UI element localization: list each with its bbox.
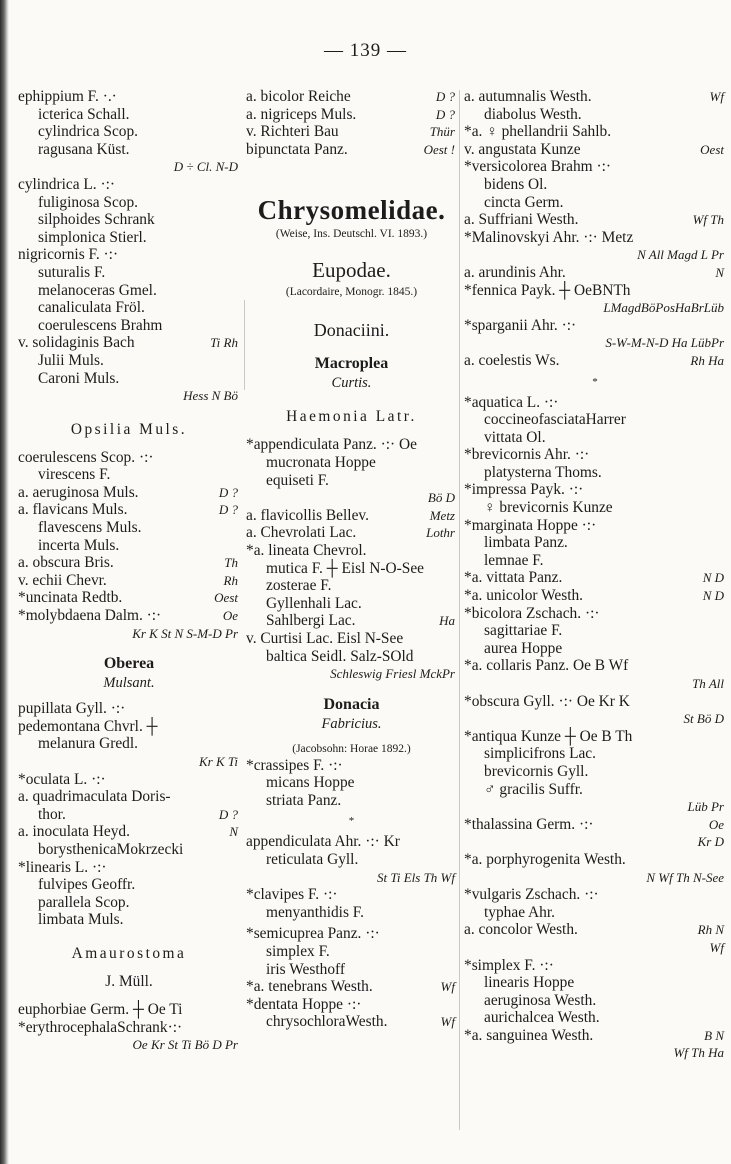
region-note: Rh Ha [690,352,724,368]
entry-line [464,123,726,141]
entry-text: *brevicornis Ahr. ·:· [464,446,590,464]
entry-text: limbata Panz. [484,534,568,552]
entry-line [18,501,240,519]
entry-line [18,607,240,625]
entry-line [464,446,726,464]
entry-text: *molybdaena Dalm. ·:· [18,607,162,625]
entry-line [464,904,726,922]
region-note-line: LMagdBöPosHaBrLüb [603,300,724,316]
entry-text: nigricornis F. ·:· [18,246,119,264]
entry-text: cincta Germ. [484,193,564,211]
entry-text: *appendiculata Panz. ·:· Oe [246,436,417,454]
entry-line [464,745,726,763]
entry-line [464,816,726,834]
region-note-line: S-W-M-N-D Ha LübPr [605,335,724,351]
entry-text: v. echii Chevr. [18,571,107,589]
region-note: Wf [440,1014,455,1030]
entry-line [464,282,726,300]
entry-line [18,484,240,502]
entry-line [246,630,457,648]
genus-heading: Macroplea [314,355,389,373]
entry-text: silphoides Schrank [38,211,155,229]
entry-line [464,569,726,587]
entry-line [18,718,240,736]
entry-text: *semicuprea Panz. ·:· [246,925,380,943]
entry-text: *obscura Gyll. ·:· Oe Kr K [464,692,630,710]
entry-line [464,921,726,939]
entry-line [18,141,240,159]
author-name: Curtis. [331,375,372,392]
entry-line [464,158,726,176]
entry-text: *simplex F. ·:· [464,956,554,974]
region-note: D ? [435,89,455,104]
column-1 [18,88,240,1054]
entry-text: a. flavicans Muls. [18,501,128,519]
entry-text: parallela Scop. [38,893,130,911]
entry-text: diabolus Westh. [484,105,582,123]
reference-note: (Weise, Ins. Deutschl. VI. 1893.) [275,228,428,241]
entry-text: *bicolora Zschach. ·:· [464,604,600,622]
entry-text: Julii Muls. [38,351,104,369]
entry-line [246,560,457,578]
entry-line [18,841,240,859]
entry-text: *a. vittata Panz. [464,569,563,587]
entry-line [18,194,240,212]
tribe-heading: Donaciini. [313,320,390,341]
entry-line [464,176,726,194]
entry-line [464,534,726,552]
region-note: Wf Th [692,212,724,228]
entry-line [18,894,240,912]
entry-text: Sahlbergi Lac. [266,612,356,630]
region-note-line: Wf Th Ha [673,1045,724,1061]
entry-text: incerta Muls. [38,536,120,554]
entry-text: aeruginosa Westh. [484,991,597,1009]
entry-text: linearis Hoppe [484,974,575,992]
region-note-line: Kr K Ti [198,754,238,769]
region-note: N [715,264,724,280]
entry-line [246,1013,457,1031]
entry-line [246,542,457,560]
entry-text: fulvipes Geoffr. [38,876,136,894]
entry-line [246,851,457,869]
entry-line [18,700,240,718]
region-note-line: Oe Kr St Ti Bö D Pr [132,1037,238,1053]
region-note-line: Hess N Bö [183,388,238,404]
entry-line [18,735,240,753]
reference-note: (Jacobsohn: Horae 1892.) [292,742,411,755]
entry-text: striata Panz. [266,791,342,809]
region-note: Oest [700,141,724,157]
region-note: Lothr [426,525,455,541]
entry-text: *sparganii Ahr. ·:· [464,316,577,334]
entry-text: *aquatica L. ·:· [464,393,559,411]
entry-text: *versicolorea Brahm ·:· [464,158,612,176]
entry-line [464,587,726,605]
entry-text: borysthenicaMokrzecki [38,840,184,858]
entry-text: chrysochloraWesth. [266,1013,388,1031]
entry-line [246,106,457,124]
entry-text: *thalassina Germ. ·:· [464,815,594,833]
entry-line [464,517,726,535]
entry-line [18,519,240,537]
entry-text: coerulescens Scop. ·:· [18,448,154,466]
entry-line [246,141,457,159]
entry-text: v. Curtisi Lac. Eisl N-See [246,629,404,647]
entry-line [18,299,240,317]
entry-text: a. aeruginosa Muls. [18,483,139,501]
section-divider: * [592,375,598,388]
entry-line [18,211,240,229]
entry-text: suturalis F. [38,263,106,281]
entry-text: *a. unicolor Westh. [464,587,584,605]
entry-text: *a. tenebrans Westh. [246,978,373,996]
author-name: J. Müll. [105,972,153,990]
entry-line [18,334,240,352]
entry-text: a. inoculata Heyd. [18,823,130,841]
region-note-line: Kr K St N S-M-D Pr [132,625,238,641]
entry-line [464,352,726,370]
region-note: Ti Rh [210,335,238,351]
entry-text: simplicifrons Lac. [484,745,596,763]
genus-heading: Haemonia Latr. [286,408,417,426]
entry-text: coccineofasciataHarrer [484,411,626,429]
column-2 [246,88,457,1031]
entry-line [18,449,240,467]
entry-text: v. angustata Kunze [464,140,581,158]
entry-text: *erythrocephalaSchrank·:· [18,1018,183,1036]
entry-line [18,282,240,300]
entry-line [464,499,726,517]
entry-text: *antiqua Kunze ┼ Oe B Th [464,727,633,745]
entry-line [246,886,457,904]
entry-text: Gyllenhali Lac. [266,594,362,612]
entry-line [18,572,240,590]
entry-line [464,411,726,429]
entry-text: zosterae F. [266,577,332,595]
entry-line [18,806,240,824]
entry-line [18,589,240,607]
entry-text: ephippium F. ·.· [18,88,117,105]
entry-line [246,88,457,106]
region-note: Oest ! [423,141,455,157]
region-note: Metz [429,507,455,523]
entry-text: a. concolor Westh. [464,921,578,939]
entry-text: v. Richteri Bau [246,123,339,141]
region-note: N D [702,570,724,586]
entry-text: menyanthidis F. [266,903,364,921]
entry-text: *a. collaris Panz. Oe B Wf [464,657,629,675]
column-3 [464,88,726,1062]
entry-line [246,996,457,1014]
entry-text: *a. ♀ phellandrii Sahlb. [464,123,612,141]
entry-text: coerulescens Brahm [38,316,163,334]
entry-line [18,123,240,141]
entry-text: *a. porphyrogenita Westh. [464,850,626,868]
genus-heading: Opsilia Muls. [70,420,188,438]
entry-text: cylindrica Scop. [38,123,139,141]
region-note: D ? [218,502,238,518]
entry-text: a. flavicollis Bellev. [246,506,369,524]
family-heading: Chrysomelidae. [257,195,446,226]
entry-line [246,595,457,613]
entry-text: fuliginosa Scop. [38,193,139,211]
region-note: D ? [435,106,455,122]
entry-line [18,537,240,555]
genus-heading: Donacia [323,695,380,713]
entry-text: a. Chevrolati Lac. [246,524,357,542]
subfamily-heading: Eupodae. [312,258,391,283]
entry-line [246,774,457,792]
entry-line [18,229,240,247]
entry-line [18,466,240,484]
entry-text: a. autumnalis Westh. [464,88,592,105]
region-note-line: D ÷ Cl. N-D [173,159,238,175]
entry-line [18,788,240,806]
entry-text: *vulgaris Zschach. ·:· [464,886,599,904]
entry-text: limbata Muls. [38,911,124,929]
entry-line [464,992,726,1010]
entry-text: *clavipes F. ·:· [246,886,338,904]
entry-line [464,317,726,335]
entry-text: vittata Ol. [484,428,546,446]
entry-text: *oculata L. ·:· [18,770,106,788]
entry-line [464,141,726,159]
region-note-line: St Bö D [683,711,724,727]
page-number: — 139 — [324,40,407,61]
entry-line [464,886,726,904]
entry-line [18,771,240,789]
entry-text: *fennica Payk. ┼ OeBNTh [464,281,631,299]
entry-line [464,640,726,658]
region-note: Oe [222,608,238,624]
genus-heading: Amaurostoma [71,944,187,962]
entry-text: *linearis L. ·:· [18,858,107,876]
entry-text: melanura Gredl. [38,735,138,753]
entry-text: equiseti F. [266,471,329,489]
region-note: Wf [709,89,724,104]
entry-line [464,264,726,282]
region-note-line: Th All [692,676,724,691]
section-divider: * [348,815,355,828]
region-note: B N [704,1027,724,1043]
author-name: Fabricius. [321,715,382,732]
entry-line [246,904,457,922]
column-rule [459,90,460,1130]
entry-line [246,436,457,454]
entry-text: reticulata Gyll. [266,851,359,869]
entry-line [464,781,726,799]
entry-text: *dentata Hoppe ·:· [246,995,362,1013]
entry-line [464,763,726,781]
entry-text: *marginata Hoppe ·:· [464,516,597,534]
entry-text: *crassipes F. ·:· [246,756,343,774]
entry-text: a. obscura Bris. [18,554,114,572]
entry-line [464,851,726,869]
entry-line [18,1001,240,1019]
entry-line [246,833,457,851]
reference-note: (Lacordaire, Monogr. 1845.) [285,286,418,299]
region-note: N [229,824,238,840]
entry-line [464,605,726,623]
entry-line [464,552,726,570]
entry-line [18,352,240,370]
entry-text: aurichalcea Westh. [484,1009,600,1027]
entry-line [246,757,457,775]
entry-text: bipunctata Panz. [246,140,348,158]
entry-text: ♀ brevicornis Kunze [484,499,613,517]
entry-text: melanoceras Gmel. [38,281,157,299]
entry-line [464,464,726,482]
entry-line [464,88,726,106]
entry-line [246,612,457,630]
entry-line [246,454,457,472]
entry-line [464,106,726,124]
entry-text: pedemontana Chvrl. ┼ [18,717,158,735]
entry-line [246,792,457,810]
entry-line [18,823,240,841]
genus-heading: Oberea [103,655,155,673]
entry-text: Caroni Muls. [38,369,120,387]
entry-text: *a. sanguinea Westh. [464,1026,594,1044]
entry-text: *uncinata Redtb. [18,589,123,607]
entry-text: platysterna Thoms. [484,463,602,481]
entry-line [246,943,457,961]
entry-text: thor. [38,805,66,823]
entry-text: a. arundinis Ahr. [464,263,566,281]
entry-text: baltica Seidl. Salz-SOld [266,647,414,665]
entry-line [18,246,240,264]
entry-line [464,229,726,247]
entry-line [464,693,726,711]
entry-line [18,554,240,572]
author-name: Mulsant. [103,675,155,692]
entry-line [464,728,726,746]
entry-line [464,481,726,499]
entry-line [464,1027,726,1045]
entry-text: mucronata Hoppe [266,453,376,471]
book-spine-shadow [0,0,9,1164]
entry-text: canaliculata Fröl. [38,299,145,317]
entry-text: flavescens Muls. [38,519,142,537]
entry-text: micans Hoppe [266,774,355,792]
region-note-line: Bö D [427,490,455,506]
entry-line [18,876,240,894]
region-note: N D [702,588,724,604]
entry-text: virescens F. [38,466,111,484]
entry-line [464,211,726,229]
entry-text: a. Suffriani Westh. [464,211,579,229]
entry-line [18,88,240,106]
entry-text: sagittariae F. [484,622,563,640]
entry-line [246,577,457,595]
entry-text: brevicornis Gyll. [484,762,589,780]
entry-text: ♂ gracilis Suffr. [484,780,583,798]
region-note: Rh [223,572,238,588]
entry-text: a. coelestis Ws. [464,351,560,369]
region-note: Rh N [697,922,724,938]
entry-text: v. solidaginis Bach [18,334,135,352]
region-note: Thür [429,124,455,140]
entry-line [464,1009,726,1027]
entry-line [246,123,457,141]
entry-line [18,176,240,194]
region-note-line: N Wf Th N-See [646,869,724,885]
region-note: Wf [440,979,455,995]
entry-line [18,911,240,929]
region-note-line: St Ti Els Th Wf [376,869,455,885]
entry-text: cylindrica L. ·:· [18,175,116,193]
entry-line [18,1019,240,1037]
entry-line [18,370,240,388]
entry-text: a. quadrimaculata Doris- [18,788,171,806]
entry-line [18,264,240,282]
region-note-line: Schleswig Friesl MckPr [330,666,455,682]
entry-line [18,317,240,335]
entry-line [246,472,457,490]
region-note-line: Kr D [697,834,724,850]
entry-text: simplonica Stierl. [38,228,147,246]
region-note: Oest [214,590,238,606]
entry-text: lemnae F. [484,551,544,569]
entry-line [18,106,240,124]
entry-line [464,974,726,992]
entry-line [246,978,457,996]
region-note: D ? [218,806,238,822]
region-note-line: Wf [709,939,724,955]
entry-line [464,957,726,975]
entry-text: a. bicolor Reiche [246,88,351,105]
region-note-line: N All Magd L Pr [637,247,724,263]
column-rule [244,300,245,390]
region-note: Ha [439,613,455,629]
entry-line [464,429,726,447]
entry-text: appendiculata Ahr. ·:· Kr [246,833,400,851]
entry-text: *a. lineata Chevrol. [246,541,367,559]
entry-line [246,925,457,943]
entry-text: icterica Schall. [38,105,130,123]
entry-text: mutica F. ┼ Eisl N-O-See [266,559,424,577]
entry-text: *Malinovskyi Ahr. ·:· Metz [464,228,634,246]
entry-text: typhae Ahr. [484,903,555,921]
entry-line [464,657,726,675]
entry-line [246,507,457,525]
entry-text: pupillata Gyll. ·:· [18,700,126,718]
entry-line [246,961,457,979]
entry-line [464,622,726,640]
region-note: D ? [218,484,238,500]
entry-text: aurea Hoppe [484,639,563,657]
entry-line [464,394,726,412]
region-note-line: Lüb Pr [687,799,724,815]
entry-line [246,524,457,542]
region-note: Oe [708,816,724,832]
entry-text: a. nigriceps Muls. [246,105,357,123]
entry-line [246,648,457,666]
entry-line [464,194,726,212]
entry-text: simplex F. [266,943,330,961]
region-note: Th [224,555,238,571]
entry-text: iris Westhoff [266,960,345,978]
entry-text: *impressa Payk. ·:· [464,481,584,499]
entry-text: ragusana Küst. [38,140,130,158]
entry-line [18,859,240,877]
entry-text: euphorbiae Germ. ┼ Oe Ti [18,1000,183,1018]
entry-text: bidens Ol. [484,175,548,193]
